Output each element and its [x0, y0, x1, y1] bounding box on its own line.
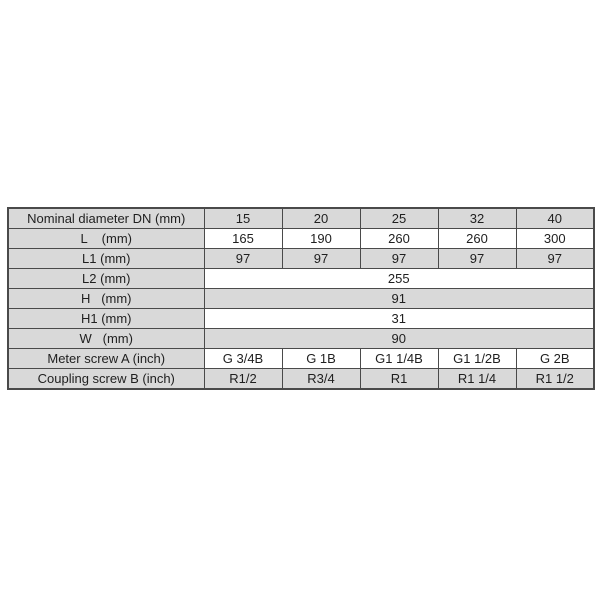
row-label-l1: L1 (mm): [8, 249, 204, 269]
value-cell-l1: 97: [204, 249, 282, 269]
value-cell-w-merged: 90: [204, 329, 594, 349]
table-row-coupling-screw: [8, 369, 594, 390]
table-row-l2: [8, 269, 594, 289]
value-cell-coupling-screw: R1/2: [204, 369, 282, 390]
value-cell-coupling-screw: R1 1/4: [438, 369, 516, 390]
spec-table: [7, 207, 595, 390]
row-label-dn: Nominal diameter DN (mm): [8, 208, 204, 229]
table-row-w: [8, 329, 594, 349]
value-cell-l1: 97: [516, 249, 594, 269]
value-cell-h-merged: 91: [204, 289, 594, 309]
value-cell-coupling-screw: R1: [360, 369, 438, 390]
value-cell-l1: 97: [360, 249, 438, 269]
value-cell-l: 260: [438, 229, 516, 249]
value-cell-l: 165: [204, 229, 282, 249]
table-row-meter-screw: [8, 349, 594, 369]
table-row-dn: [8, 208, 594, 229]
value-cell-meter-screw: G1 1/2B: [438, 349, 516, 369]
value-cell-l1: 97: [282, 249, 360, 269]
row-label-coupling-screw: Coupling screw B (inch): [8, 369, 204, 390]
value-cell-coupling-screw: R3/4: [282, 369, 360, 390]
row-label-meter-screw: Meter screw A (inch): [8, 349, 204, 369]
value-cell-meter-screw: G 1B: [282, 349, 360, 369]
value-cell-l: 300: [516, 229, 594, 249]
value-cell-l1: 97: [438, 249, 516, 269]
row-label-l2: L2 (mm): [8, 269, 204, 289]
value-cell-dn: 20: [282, 208, 360, 229]
value-cell-dn: 40: [516, 208, 594, 229]
row-label-w: W (mm): [8, 329, 204, 349]
value-cell-dn: 15: [204, 208, 282, 229]
value-cell-meter-screw: G 3/4B: [204, 349, 282, 369]
value-cell-l: 190: [282, 229, 360, 249]
row-label-l: L (mm): [8, 229, 204, 249]
table-row-l: [8, 229, 594, 249]
value-cell-coupling-screw: R1 1/2: [516, 369, 594, 390]
value-cell-h1-merged: 31: [204, 309, 594, 329]
table-row-h1: [8, 309, 594, 329]
row-label-h: H (mm): [8, 289, 204, 309]
value-cell-meter-screw: G1 1/4B: [360, 349, 438, 369]
value-cell-l: 260: [360, 229, 438, 249]
value-cell-l2-merged: 255: [204, 269, 594, 289]
value-cell-dn: 25: [360, 208, 438, 229]
table-row-h: [8, 289, 594, 309]
value-cell-meter-screw: G 2B: [516, 349, 594, 369]
table-row-l1: [8, 249, 594, 269]
row-label-h1: H1 (mm): [8, 309, 204, 329]
value-cell-dn: 32: [438, 208, 516, 229]
